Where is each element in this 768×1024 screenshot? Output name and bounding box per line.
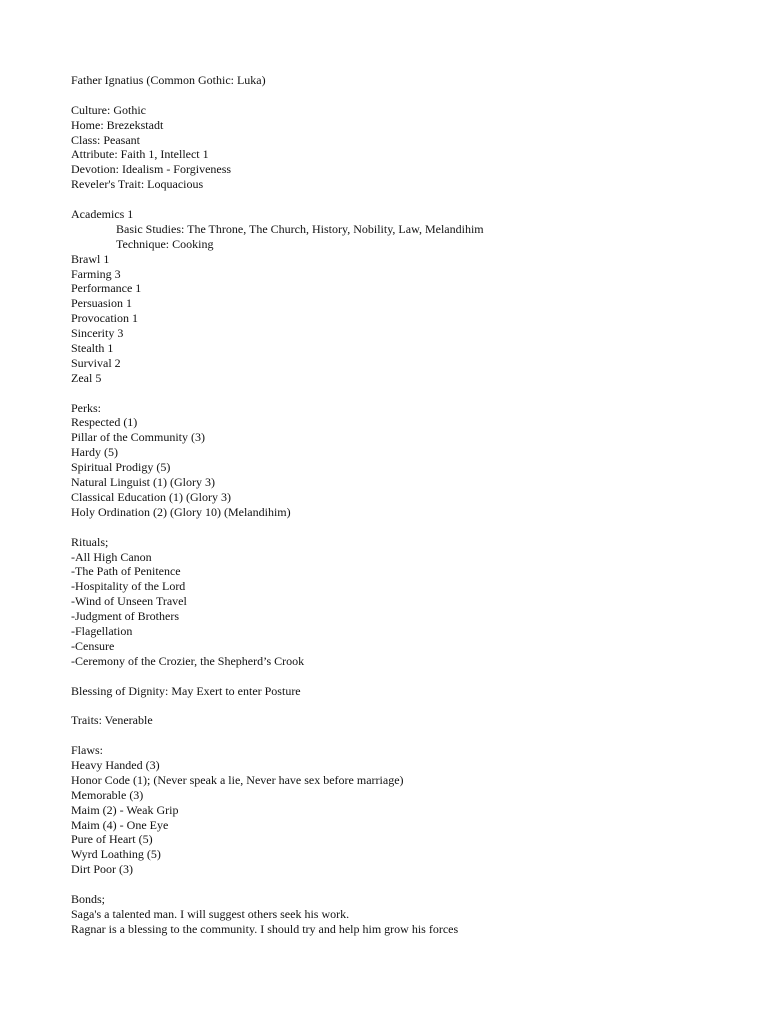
skill-item: Zeal 5 [71, 370, 102, 385]
perk-item: Natural Linguist (1) (Glory 3) [71, 475, 215, 490]
perk-item: Respected (1) [71, 415, 138, 430]
spacer [71, 386, 731, 401]
flaw-item: Memorable (3) [71, 787, 144, 802]
ritual-item: -All High Canon [71, 549, 152, 564]
skill-item: Persuasion 1 [71, 296, 132, 311]
spacer [71, 520, 731, 535]
character-title: Father Ignatius (Common Gothic: Luka) [71, 73, 266, 87]
perk-item: Holy Ordination (2) (Glory 10) (Melandihim) [71, 504, 291, 519]
perk-item: Classical Education (1) (Glory 3) [71, 489, 231, 504]
perk-item: Pillar of the Community (3) [71, 430, 205, 445]
bond-item: Ragnar is a blessing to the community. I should try and help him grow his forces [71, 921, 459, 936]
spacer [71, 698, 731, 713]
spacer [71, 669, 731, 684]
spacer [71, 88, 731, 103]
skill-academics: Academics 1 [71, 207, 134, 222]
skill-item: Provocation 1 [71, 311, 138, 326]
academics-technique: Technique: Cooking [116, 236, 214, 251]
profile-attribute: Attribute: Faith 1, Intellect 1 [71, 147, 209, 162]
ritual-item: -Censure [71, 638, 115, 653]
ritual-item: -Ceremony of the Crozier, the Shepherd’s Crook [71, 653, 305, 668]
profile-devotion: Devotion: Idealism - Forgiveness [71, 162, 232, 177]
rituals-heading: Rituals; [71, 534, 109, 549]
ritual-item: -The Path of Penitence [71, 564, 181, 579]
flaw-item: Maim (4) - One Eye [71, 817, 169, 832]
spacer [71, 877, 731, 892]
skill-item: Sincerity 3 [71, 326, 124, 341]
profile-home: Home: Brezekstadt [71, 117, 164, 132]
flaw-item: Dirt Poor (3) [71, 862, 133, 877]
blessing-line: Blessing of Dignity: May Exert to enter Posture [71, 683, 301, 698]
flaw-item: Pure of Heart (5) [71, 832, 153, 847]
spacer [71, 192, 731, 207]
flaws-heading: Flaws: [71, 743, 104, 758]
flaw-item: Wyrd Loathing (5) [71, 847, 161, 862]
ritual-item: -Judgment of Brothers [71, 609, 179, 624]
profile-reveler-trait: Reveler's Trait: Loquacious [71, 177, 204, 192]
profile-class: Class: Peasant [71, 132, 140, 147]
perk-item: Spiritual Prodigy (5) [71, 460, 171, 475]
perks-heading: Perks: [71, 400, 101, 415]
ritual-item: -Hospitality of the Lord [71, 579, 186, 594]
profile-culture: Culture: Gothic [71, 102, 146, 117]
perk-item: Hardy (5) [71, 445, 118, 460]
bonds-heading: Bonds; [71, 891, 106, 906]
flaw-item: Heavy Handed (3) [71, 757, 160, 772]
academics-basic-studies: Basic Studies: The Throne, The Church, History, Nobility, Law, Melandihim [116, 221, 484, 236]
skill-item: Stealth 1 [71, 341, 114, 356]
flaw-item: Honor Code (1); (Never speak a lie, Never have sex before marriage) [71, 772, 404, 787]
bond-item: Saga's a talented man. I will suggest others seek his work. [71, 906, 350, 921]
skill-item: Brawl 1 [71, 251, 110, 266]
traits-line: Traits: Venerable [71, 713, 153, 728]
skill-item: Farming 3 [71, 266, 121, 281]
flaw-item: Maim (2) - Weak Grip [71, 802, 179, 817]
skill-item: Survival 2 [71, 355, 121, 370]
spacer [71, 728, 731, 743]
ritual-item: -Flagellation [71, 623, 133, 638]
character-sheet [71, 73, 731, 937]
skill-item: Performance 1 [71, 281, 142, 296]
ritual-item: -Wind of Unseen Travel [71, 594, 187, 609]
